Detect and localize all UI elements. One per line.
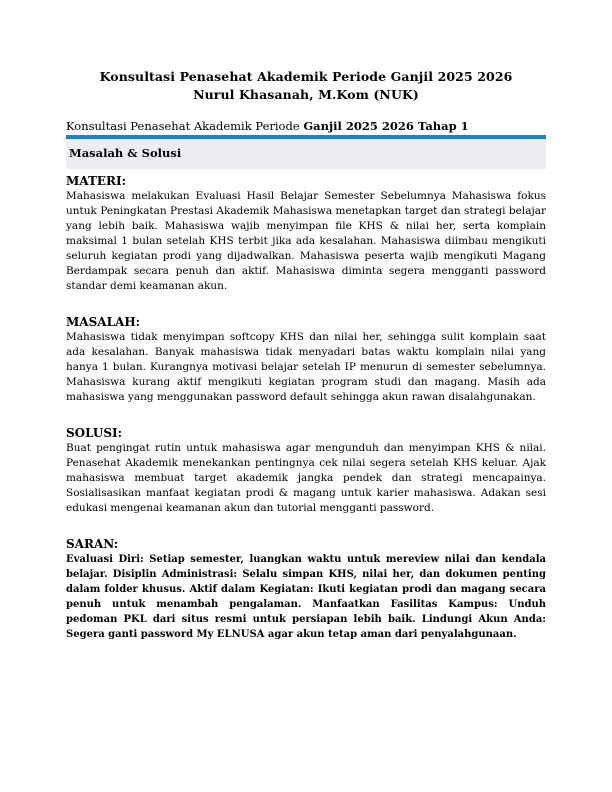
masalah-solusi-band bbox=[66, 139, 546, 169]
section-heading-solusi: SOLUSI: bbox=[66, 426, 123, 440]
section-body-materi: Mahasiswa melakukan Evaluasi Hasil Belajar Semester Sebelumnya Mahasiswa fokus untuk Peningkatan Prestasi Akademik Mahasiswa menetapkan target dan strategi belajar yang lebih baik. Mahasiswa wajib menyimpan file KHS & nilai her, serta komplain maksimal 1 bulan setelah KHS terbit jika ada kesalahan. Mahasiswa diimbau mengikuti seluruh kegiatan prodi yang dijadwalkan. Mahasiswa peserta wajib mengikuti Magang Berdampak secara penuh dan aktif. Mahasiswa diminta segera mengganti password standar demi keamanan akun. bbox=[66, 190, 546, 292]
section-masalah bbox=[66, 315, 546, 405]
section-saran bbox=[66, 537, 546, 642]
section-solusi bbox=[66, 426, 546, 516]
report-period-prefix: Konsultasi Penasehat Akademik Periode bbox=[66, 119, 304, 133]
section-materi bbox=[66, 174, 546, 294]
section-body-masalah: Mahasiswa tidak menyimpan softcopy KHS dan nilai her, sehingga sulit komplain saat ada kesalahan. Banyak mahasiswa tidak menyadari batas waktu komplain nilai yang hanya 1 bulan. Kurangnya motivasi belajar setelah IP menurun di semester sebelumnya. Mahasiswa kurang aktif mengikuti kegiatan program studi dan magang. Masih ada mahasiswa yang menggunakan password default sehingga akun rawan disalahgunakan. bbox=[66, 331, 546, 403]
section-body-solusi: Buat pengingat rutin untuk mahasiswa agar mengunduh dan menyimpan KHS & nilai. Penasehat Akademik menekankan pentingnya cek nilai segera setelah KHS keluar. Ajak mahasiswa membuat target akademik jangka pendek dan strategi mencapainya. Sosialisasikan manfaat kegiatan prodi & magang untuk karier mahasiswa. Adakan sesi edukasi mengenai keamanan akun dan tutorial mengganti password. bbox=[66, 442, 546, 514]
document-subtitle: Nurul Khasanah, M.Kom (NUK) bbox=[193, 87, 419, 102]
band-label: Masalah & Solusi bbox=[69, 146, 182, 160]
section-heading-saran: SARAN: bbox=[66, 537, 119, 551]
report-sections bbox=[66, 174, 546, 642]
document-title: Konsultasi Penasehat Akademik Periode Ganjil 2025 2026 bbox=[99, 69, 513, 84]
section-heading-masalah: MASALAH: bbox=[66, 315, 141, 329]
report-period-header bbox=[66, 120, 546, 133]
report-period-stage: Ganjil 2025 2026 Tahap 1 bbox=[303, 119, 469, 133]
section-body-saran: Evaluasi Diri: Setiap semester, luangkan waktu untuk mereview nilai dan kendala belajar. Disiplin Administrasi: Selalu simpan KHS, nilai her, dan dokumen penting dalam folder khusus. Aktif dalam Kegiatan: Ikuti kegiatan prodi dan magang secara penuh untuk menambah pengalaman. Manfaatkan Fasilitas Kampus: Unduh pedoman PKL dari situs resmi untuk persiapan lebih baik. Lindungi Akun Anda: Segera ganti password My ELNUSA agar akun tetap aman dari penyalahgunaan. bbox=[66, 554, 546, 640]
section-heading-materi: MATERI: bbox=[66, 174, 127, 188]
